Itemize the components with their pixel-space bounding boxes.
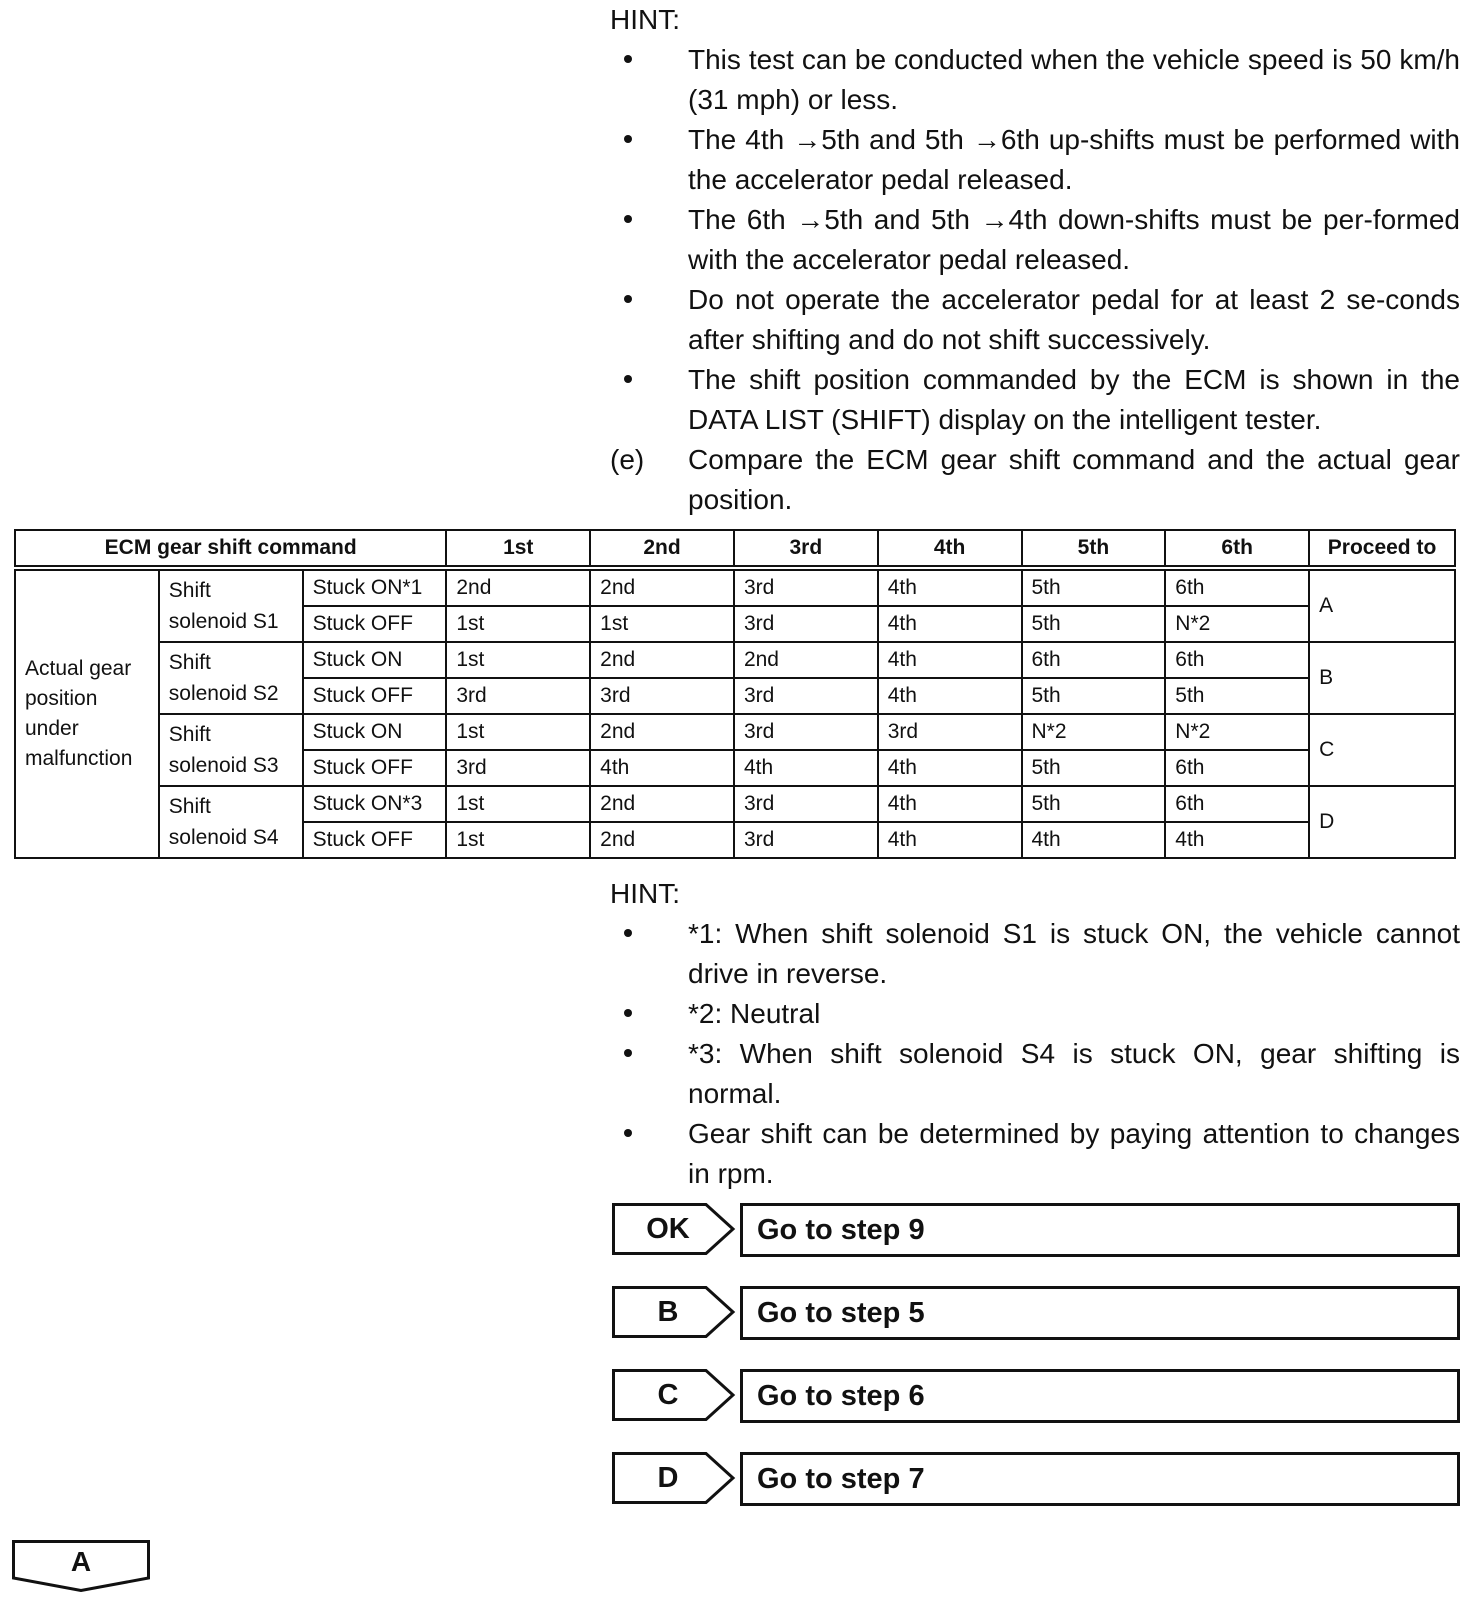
result-action-text: Go to step 9: [757, 1214, 925, 1246]
hint-label: HINT:: [610, 4, 680, 35]
gear-cell: 3rd: [590, 678, 734, 714]
gear-cell: 4th: [878, 822, 1022, 858]
gear-cell: 2nd: [590, 714, 734, 750]
gear-cell: 3rd: [734, 568, 878, 606]
hint-bullet: This test can be conducted when the vehicle speed is 50 km/h (31 mph) or less.: [610, 40, 1460, 120]
result-c[interactable]: [612, 1369, 1457, 1421]
header-gear: 2nd: [590, 530, 734, 568]
gear-cell: 4th: [878, 786, 1022, 822]
table-row: [15, 568, 1455, 606]
gear-cell: 2nd: [734, 642, 878, 678]
gear-cell: 3rd: [734, 786, 878, 822]
hint-bullet: Gear shift can be determined by paying attention to changes in rpm.: [610, 1114, 1460, 1194]
hint-bullet: *3: When shift solenoid S4 is stuck ON, gear shifting is normal.: [610, 1034, 1460, 1114]
gear-cell: 1st: [446, 606, 590, 642]
table-row: [15, 714, 1455, 750]
result-action-text: Go to step 6: [757, 1380, 925, 1412]
result-tag-label: C: [657, 1379, 679, 1411]
state-cell: Stuck ON*3: [303, 786, 447, 822]
gear-cell: 2nd: [590, 642, 734, 678]
gear-cell: 3rd: [734, 606, 878, 642]
result-action-box: [740, 1452, 1460, 1506]
step-e-text: Compare the ECM gear shift command and the actual gear position.: [688, 444, 1460, 515]
gear-cell: 1st: [446, 642, 590, 678]
header-command: ECM gear shift command: [15, 530, 446, 568]
hint-bullet: *2: Neutral: [610, 994, 1460, 1034]
gear-shift-table: [14, 529, 1456, 859]
state-cell: Stuck ON*1: [303, 568, 447, 606]
gear-cell: 5th: [1022, 786, 1166, 822]
header-gear: 1st: [446, 530, 590, 568]
header-gear: 5th: [1022, 530, 1166, 568]
result-tag-label: B: [657, 1296, 679, 1328]
gear-cell: 6th: [1165, 786, 1309, 822]
hint-label: HINT:: [610, 878, 680, 909]
header-proceed: Proceed to: [1309, 530, 1455, 568]
gear-cell: 4th: [878, 568, 1022, 606]
gear-cell: 6th: [1165, 642, 1309, 678]
gear-cell: 2nd: [590, 822, 734, 858]
table-row: [15, 786, 1455, 822]
gear-cell: N*2: [1022, 714, 1166, 750]
result-action-box: [740, 1369, 1460, 1423]
bullet-icon: [624, 55, 632, 63]
result-action-text: Go to step 5: [757, 1297, 925, 1329]
gear-cell: N*2: [1165, 606, 1309, 642]
bullet-icon: [624, 1049, 632, 1057]
solenoid-label: Shift solenoid S3: [159, 714, 303, 786]
result-action-text: Go to step 7: [757, 1463, 925, 1495]
gear-cell: 4th: [734, 750, 878, 786]
result-d[interactable]: [612, 1452, 1457, 1504]
gear-cell: 3rd: [734, 822, 878, 858]
proceed-cell: A: [1309, 568, 1455, 642]
header-gear: 4th: [878, 530, 1022, 568]
state-cell: Stuck ON: [303, 642, 447, 678]
bullet-icon: [624, 1009, 632, 1017]
gear-cell: 1st: [446, 822, 590, 858]
gear-cell: 4th: [590, 750, 734, 786]
bullet-icon: [624, 295, 632, 303]
gear-cell: 1st: [446, 714, 590, 750]
hint-bullet: Do not operate the accelerator pedal for at least 2 se-conds after shifting and do not shift successively.: [610, 280, 1460, 360]
gear-cell: 3rd: [446, 678, 590, 714]
bullet-icon: [624, 135, 632, 143]
header-gear: 6th: [1165, 530, 1309, 568]
gear-cell: 1st: [590, 606, 734, 642]
row-label: Actual gear position under malfunction: [15, 568, 159, 858]
gear-cell: N*2: [1165, 714, 1309, 750]
state-cell: Stuck ON: [303, 714, 447, 750]
table-row: [15, 642, 1455, 678]
result-action-box: [740, 1286, 1460, 1340]
gear-cell: 6th: [1022, 642, 1166, 678]
step-e-marker: (e): [610, 444, 645, 475]
gear-cell: 3rd: [734, 714, 878, 750]
step-e: [610, 440, 1460, 520]
proceed-cell: D: [1309, 786, 1455, 858]
bullet-icon: [624, 375, 632, 383]
state-cell: Stuck OFF: [303, 750, 447, 786]
gear-cell: 5th: [1022, 678, 1166, 714]
hint-bullet: The shift position commanded by the ECM is shown in the DATA LIST (SHIFT) display on the intelligent tester.: [610, 360, 1460, 440]
state-cell: Stuck OFF: [303, 606, 447, 642]
state-cell: Stuck OFF: [303, 678, 447, 714]
gear-cell: 5th: [1022, 606, 1166, 642]
hint-block-bottom: [610, 874, 1460, 1194]
proceed-cell: B: [1309, 642, 1455, 714]
result-tag-label: OK: [646, 1213, 690, 1245]
gear-cell: 3rd: [734, 678, 878, 714]
header-gear: 3rd: [734, 530, 878, 568]
gear-cell: 4th: [1165, 822, 1309, 858]
gear-cell: 2nd: [590, 786, 734, 822]
gear-cell: 4th: [878, 678, 1022, 714]
bullet-icon: [624, 215, 632, 223]
solenoid-label: Shift solenoid S2: [159, 642, 303, 714]
hint-bullet: *1: When shift solenoid S1 is stuck ON, the vehicle cannot drive in reverse.: [610, 914, 1460, 994]
state-cell: Stuck OFF: [303, 822, 447, 858]
gear-cell: 4th: [878, 642, 1022, 678]
gear-cell: 5th: [1165, 678, 1309, 714]
result-ok[interactable]: [612, 1203, 1457, 1255]
bottom-tag-label: A: [70, 1546, 92, 1577]
proceed-cell: C: [1309, 714, 1455, 786]
bullet-icon: [624, 1129, 632, 1137]
gear-cell: 2nd: [590, 568, 734, 606]
gear-cell: 6th: [1165, 568, 1309, 606]
gear-cell: 4th: [1022, 822, 1166, 858]
gear-cell: 4th: [878, 750, 1022, 786]
result-tag-label: D: [657, 1462, 679, 1494]
gear-cell: 5th: [1022, 568, 1166, 606]
gear-cell: 3rd: [446, 750, 590, 786]
bullet-icon: [624, 929, 632, 937]
gear-cell: 3rd: [878, 714, 1022, 750]
solenoid-label: Shift solenoid S1: [159, 568, 303, 642]
gear-cell: 6th: [1165, 750, 1309, 786]
hint-block-top: [610, 0, 1460, 520]
bottom-tag[interactable]: [12, 1540, 150, 1592]
table-header-row: [15, 530, 1455, 568]
gear-cell: 4th: [878, 606, 1022, 642]
result-action-box: [740, 1203, 1460, 1257]
gear-cell: 5th: [1022, 750, 1166, 786]
result-b[interactable]: [612, 1286, 1457, 1338]
gear-cell: 2nd: [446, 568, 590, 606]
hint-bullet: The 6th →5th and 5th →4th down-shifts must be per-formed with the accelerator pedal released.: [610, 200, 1460, 280]
gear-cell: 1st: [446, 786, 590, 822]
solenoid-label: Shift solenoid S4: [159, 786, 303, 858]
hint-bullet: The 4th →5th and 5th →6th up-shifts must be performed with the accelerator pedal released.: [610, 120, 1460, 200]
